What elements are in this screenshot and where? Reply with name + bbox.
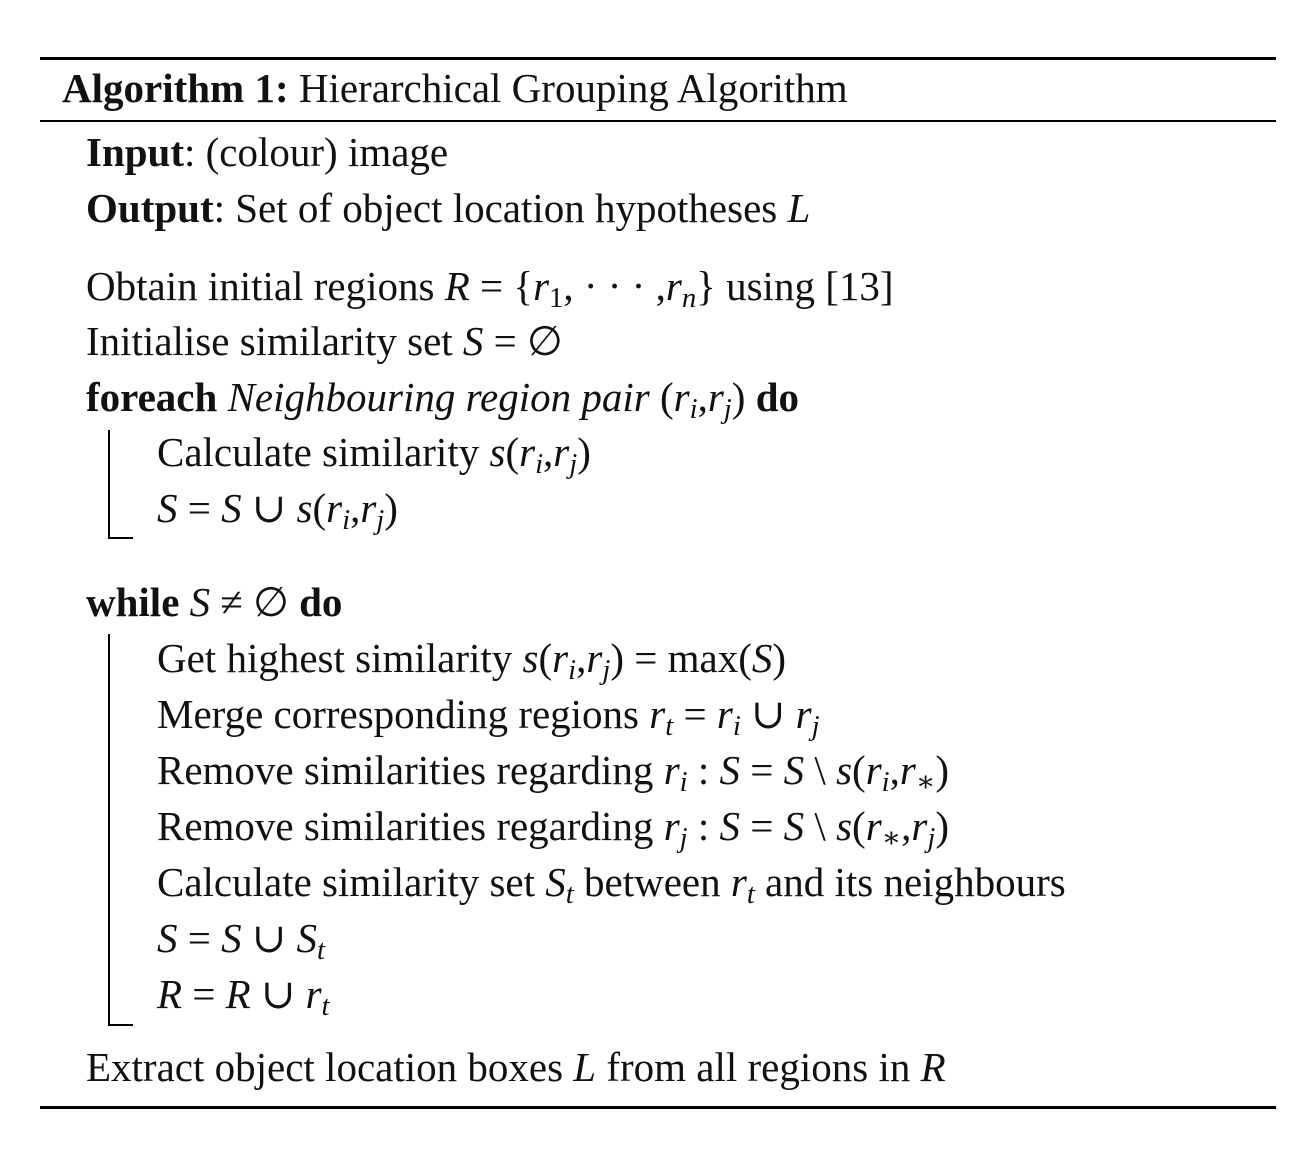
calcset-text: Calculate similarity set [157,859,546,905]
input-line [86,129,449,175]
while-step-get [157,635,787,687]
output-keyword: Output [86,185,214,231]
header-rule [40,120,1276,122]
foreach-line [86,374,799,426]
regions-formula: $R = \{r_1$, · · · $,r_n$} [444,263,716,315]
foreach-block-foot [108,537,133,539]
while-step-union-r [157,971,330,1023]
step-obtain-regions [86,263,894,315]
remove-j-text: Remove similarities regarding [157,803,664,849]
bottom-rule [40,1106,1276,1109]
algorithm-label: Algorithm 1: [62,65,289,111]
algorithm-header [62,65,848,111]
calcset-end: and its neighbours [754,859,1066,905]
step-init-similarity [86,318,563,364]
while-do-keyword: do [299,579,343,625]
extract-mid: from all regions in [596,1044,921,1090]
remove-i-formula: $r_i$ : S = S \ $s(r_i,r_∗)$ [663,747,950,799]
while-step-remove-i [157,747,950,799]
obtain-text: Obtain initial regions [86,263,445,309]
top-rule [40,57,1276,60]
foreach-step-calc [157,429,591,481]
algorithm-title: Hierarchical Grouping Algorithm [298,65,848,111]
foreach-do-keyword: do [755,374,799,420]
foreach-condition: Neighbouring region pair [227,374,650,420]
union-formula: S = S ∪ $s(r_i,r_j)$ [157,485,398,537]
while-block-bar [108,634,110,1025]
while-condition: S ≠ ∅ [189,579,289,625]
merge-text: Merge corresponding regions [157,691,650,737]
remove-j-formula: $r_j$ : S = S \ $s(r_∗,r_j)$ [663,803,950,855]
output-line [86,185,811,231]
while-keyword: while [86,579,180,625]
init-text: Initialise similarity set [86,318,463,364]
foreach-step-union [157,485,398,537]
step-extract [86,1044,946,1090]
foreach-block-bar [108,430,110,538]
union-s-formula: S = S ∪ $S_t$ [157,915,325,967]
pair-formula: $(r_i,r_j)$ [659,374,746,426]
while-line [86,579,343,625]
extract-regions-var: R [920,1044,946,1090]
while-block-foot [108,1024,133,1026]
init-formula: S = ∅ [462,318,563,364]
input-keyword: Input [86,129,185,175]
merge-formula: $r_t = r_i$ ∪ $r_j$ [649,691,820,743]
output-variable: L [787,185,811,231]
extract-boxes-var: L [573,1044,597,1090]
get-formula: $s(r_i,r_j) = \max(S)$ [522,635,787,687]
foreach-keyword: foreach [86,374,218,420]
while-step-remove-j [157,803,950,855]
get-text: Get highest similarity [157,635,523,681]
while-step-calc-set [157,859,1066,911]
calcset-mid: between [573,859,731,905]
union-r-formula: R = R ∪ $r_t$ [157,971,330,1023]
calcset-var: $S_t$ [545,859,574,911]
while-step-union-s [157,915,325,967]
obtain-citation: using [13] [715,263,894,309]
calc-text: Calculate similarity [157,429,490,475]
calcset-region: $r_t$ [730,859,755,911]
while-step-merge [157,691,820,743]
remove-i-text: Remove similarities regarding [157,747,664,793]
input-text: : (colour) image [184,129,449,175]
calc-formula: $s(r_i,r_j)$ [489,429,591,481]
extract-text: Extract object location boxes [86,1044,574,1090]
output-text: : Set of object location hypotheses [213,185,788,231]
